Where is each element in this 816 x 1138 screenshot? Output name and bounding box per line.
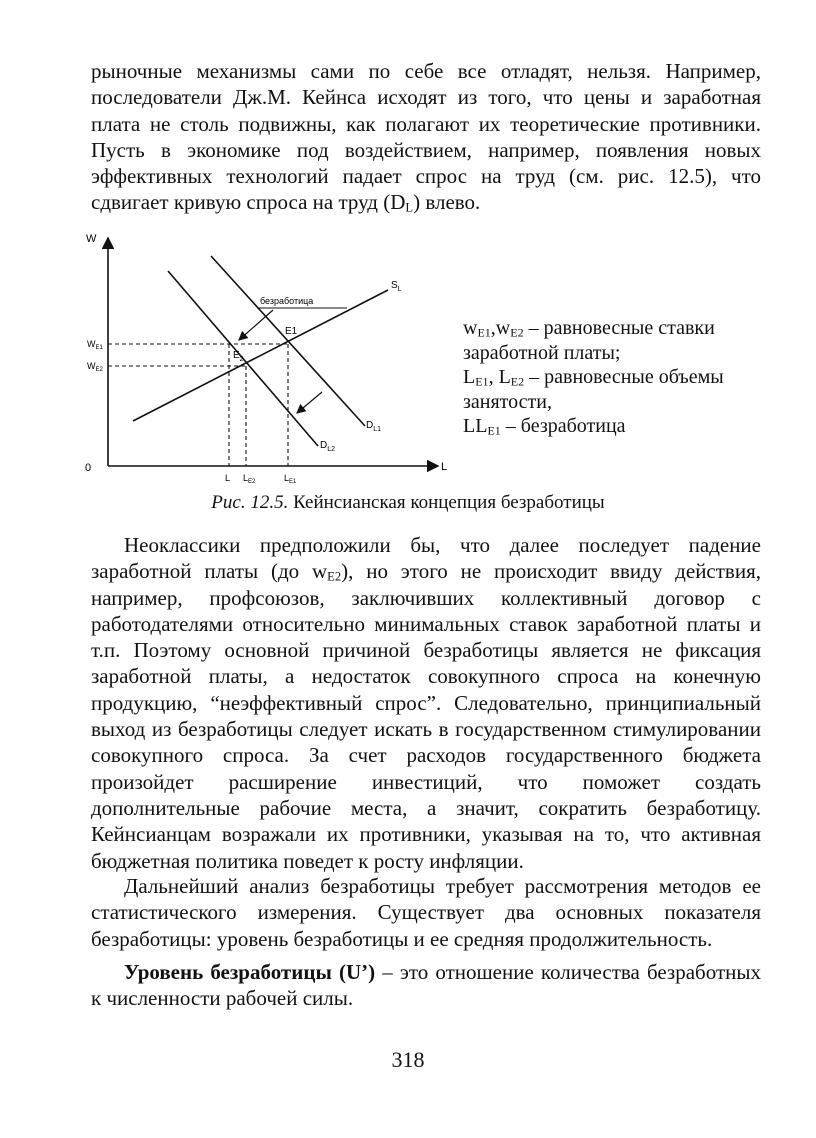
le1-tick-label: $L_{E1}$ (284, 473, 297, 485)
e1-label: E1 (285, 326, 298, 337)
paragraph-neoclassics (91, 532, 761, 874)
keynesian-unemployment-figure (75, 226, 455, 496)
intro-text: рыночные механизмы сами по себе все отладят, нельзя. Например, последователи Дж.М. Кейнса исходят из того, что цены и заработная плата не столь подвижны, как полагают их теоретические противники. Пусть в экономике под воздействием, например, появления новых эффективных технологий падает спрос на труд (см. рис. 12.5), что сдвигает кривую спроса на труд (D (91, 59, 761, 215)
paragraph-unemployment-rate (91, 959, 761, 1012)
figure-graph (75, 226, 455, 496)
neoclassics-subscript: E2 (327, 569, 342, 584)
unemployment-rate-term: Уровень безработицы (U’) (124, 960, 376, 984)
shift-arrow (297, 392, 322, 413)
intro-text-end: ) влево. (413, 190, 481, 215)
l-tick-label: L (225, 473, 231, 483)
supply-label: $S_L$ (391, 280, 402, 293)
le2-tick-label: $L_{E2}$ (243, 473, 256, 485)
unemployment-label: безработица (260, 296, 314, 306)
neoclassics-text: Неоклассики предположили бы, что далее последует падение заработной платы (до w (91, 533, 761, 584)
e2-label: $E_2$ (233, 350, 244, 363)
l-axis-label: L (441, 461, 448, 473)
we1-label: $W_{E1}$ (87, 339, 103, 351)
paragraph-measurement: Дальнейший анализ безработицы требует рассмотрения методов ее статистического измерения. Существует два основных показателя безработицы: уровень безработицы и ее средняя продолжительность. (91, 874, 761, 951)
origin-label: 0 (85, 462, 92, 474)
caption-text: Кейнсианская концепция безработицы (288, 492, 605, 513)
page-number: 318 (391, 1047, 425, 1072)
dl2-label: $D_{L2}$ (320, 440, 336, 453)
caption-number: Рис. 12.5. (211, 492, 289, 513)
unemployment-arrow (239, 310, 273, 340)
w-axis-label: W (86, 233, 97, 245)
intro-subscript: L (405, 201, 414, 215)
unemployment-rate-definition: – это отношение количества безработных к численности рабочей силы. (91, 960, 761, 1011)
neoclassics-text-end: ), но этого не происходит ввиду действия, например, профсоюзов, заключивших коллективный договор с работодателями относительно минимальных ставок заработной платы и т.п. Поэтому основной причиной безработицы является не фиксация заработной платы, а недостаток совокупного спроса на конечную продукцию, “неэффективный спрос”. Следовательно, принципиальный выход из безработицы следует искать в государственном стимулировании совокупного спроса. За счет расходов государственного бюджета произойдет расширение инвестиций, что поможет создать дополнительные рабочие места, а значит, сократить безработицу. Кейнсианцам возражали их противники, указывая на то, что активная бюджетная политика поведет к росту инфляции. (91, 559, 761, 873)
paragraph-intro (91, 58, 761, 216)
legend-row-wages: $w_{E1},w_{E2}$ – равновесные ставки заработной платы; (463, 317, 715, 364)
we2-label: $W_{E2}$ (87, 361, 103, 373)
figure-caption (0, 492, 816, 514)
figure-legend (463, 316, 763, 439)
legend-row-unemployment: $LL_{E1}$ – безработица (463, 415, 626, 438)
legend-row-employment: $L_{E1}$, $L_{E2}$ – равновесные объемы занятости, (463, 366, 724, 413)
dl1-label: $D_{L1}$ (366, 420, 382, 433)
